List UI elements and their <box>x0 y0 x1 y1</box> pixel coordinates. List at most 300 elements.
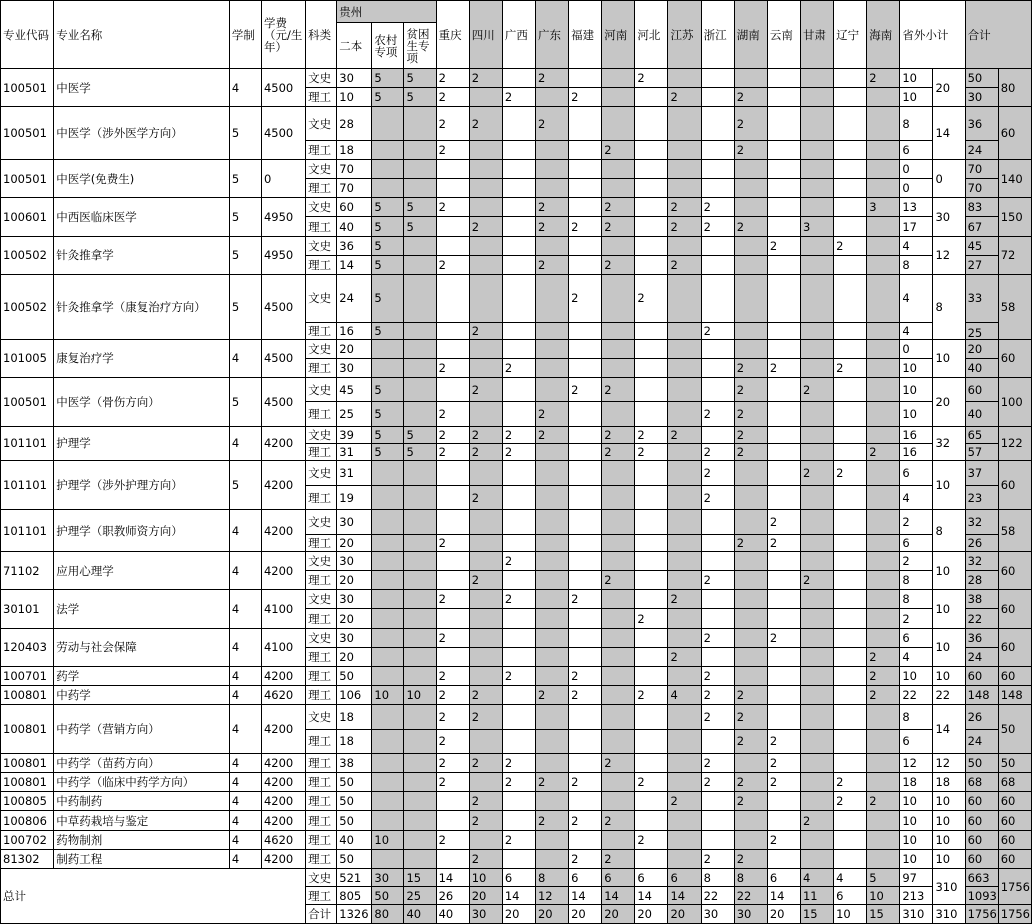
out-subtotal: 17 <box>900 217 933 236</box>
quota-cell <box>767 140 800 159</box>
quota-cell <box>834 830 867 849</box>
line-total: 50 <box>965 69 998 88</box>
quota-cell <box>535 179 568 198</box>
quota-cell <box>767 460 800 485</box>
quota-cell: 2 <box>701 443 734 460</box>
quota-cell <box>436 275 469 323</box>
quota-cell: 2 <box>668 198 701 217</box>
quota-cell <box>372 107 404 140</box>
quota-cell <box>767 486 800 510</box>
out-subtotal: 4 <box>900 236 933 255</box>
quota-cell: 5 <box>372 217 404 236</box>
study-years: 5 <box>229 378 261 427</box>
category: 理工 <box>306 140 337 159</box>
out-subtotal: 6 <box>900 628 933 647</box>
quota-cell: 2 <box>469 753 502 772</box>
quota-cell <box>867 811 900 830</box>
quota-cell <box>535 378 568 402</box>
major-code: 100801 <box>1 753 54 772</box>
quota-cell <box>767 849 800 868</box>
header-province: 海南 <box>867 1 900 69</box>
quota-cell <box>502 729 535 753</box>
quota-cell <box>701 830 734 849</box>
quota-cell: 2 <box>502 358 535 377</box>
category: 文史 <box>306 236 337 255</box>
tuition-fee: 4100 <box>261 628 305 666</box>
quota-cell <box>535 339 568 358</box>
quota-cell <box>469 666 502 685</box>
quota-cell: 40 <box>404 905 436 924</box>
quota-cell <box>834 339 867 358</box>
quota-cell <box>535 609 568 628</box>
quota-cell: 2 <box>436 729 469 753</box>
tuition-fee: 4620 <box>261 830 305 849</box>
quota-cell: 2 <box>834 792 867 811</box>
quota-cell <box>469 590 502 609</box>
study-years: 4 <box>229 705 261 754</box>
quota-cell <box>834 255 867 274</box>
quota-cell: 2 <box>436 402 469 426</box>
quota-cell <box>800 179 833 198</box>
out-subtotal: 213 <box>900 887 933 905</box>
major-code: 71102 <box>1 551 54 589</box>
quota-cell: 2 <box>734 358 767 377</box>
quota-cell <box>469 773 502 792</box>
quota-cell: 2 <box>469 426 502 443</box>
quota-cell <box>469 830 502 849</box>
major-code: 100501 <box>1 69 54 107</box>
header-province: 广东 <box>535 1 568 69</box>
quota-cell: 2 <box>701 217 734 236</box>
quota-cell: 2 <box>867 686 900 705</box>
quota-cell <box>867 179 900 198</box>
quota-cell: 2 <box>867 69 900 88</box>
quota-cell <box>800 443 833 460</box>
major-total: 58 <box>998 510 1031 551</box>
quota-cell <box>569 107 602 140</box>
quota-cell: 2 <box>436 686 469 705</box>
quota-cell <box>404 510 436 534</box>
quota-cell <box>404 534 436 551</box>
quota-cell <box>502 217 535 236</box>
line-total: 24 <box>965 140 998 159</box>
quota-cell <box>535 322 568 339</box>
study-years: 4 <box>229 339 261 377</box>
line-total: 60 <box>965 830 998 849</box>
major-code: 100801 <box>1 686 54 705</box>
category: 文史 <box>306 339 337 358</box>
quota-cell <box>834 140 867 159</box>
quota-cell: 2 <box>734 378 767 402</box>
quota-cell: 2 <box>469 849 502 868</box>
quota-cell: 2 <box>502 753 535 772</box>
quota-cell <box>701 140 734 159</box>
quota-cell <box>436 609 469 628</box>
quota-cell <box>535 460 568 485</box>
table-row <box>1 69 1032 88</box>
out-subtotal: 10 <box>900 830 933 849</box>
study-years: 4 <box>229 686 261 705</box>
quota-cell <box>668 571 701 590</box>
major-name: 中药学（营销方向） <box>54 705 230 754</box>
quota-cell: 5 <box>404 426 436 443</box>
category: 文史 <box>306 868 337 886</box>
quota-cell: 15 <box>404 868 436 886</box>
quota-cell <box>404 140 436 159</box>
out-subtotal-group: 10 <box>933 460 965 510</box>
quota-cell: 2 <box>469 571 502 590</box>
study-years: 5 <box>229 275 261 340</box>
out-subtotal-group: 20 <box>933 378 965 427</box>
quota-cell: 2 <box>734 534 767 551</box>
quota-cell <box>668 609 701 628</box>
quota-cell <box>800 88 833 107</box>
quota-cell <box>800 69 833 88</box>
study-years: 5 <box>229 236 261 274</box>
line-total: 663 <box>965 868 998 886</box>
quota-cell <box>668 666 701 685</box>
quota-cell <box>535 159 568 178</box>
quota-cell: 6 <box>668 868 701 886</box>
out-subtotal-group: 10 <box>933 666 965 685</box>
quota-cell: 2 <box>436 88 469 107</box>
quota-cell <box>635 159 668 178</box>
quota-cell <box>602 88 635 107</box>
quota-cell <box>834 590 867 609</box>
quota-cell <box>800 159 833 178</box>
quota-cell <box>535 443 568 460</box>
quota-cell <box>635 792 668 811</box>
quota-cell: 2 <box>701 849 734 868</box>
quota-cell <box>635 729 668 753</box>
category: 理工 <box>306 443 337 460</box>
category: 理工 <box>306 179 337 198</box>
quota-cell: 2 <box>635 69 668 88</box>
quota-cell: 10 <box>372 686 404 705</box>
quota-cell <box>502 179 535 198</box>
quota-cell <box>569 358 602 377</box>
grand-total: 1756 <box>998 868 1031 904</box>
quota-cell: 2 <box>701 773 734 792</box>
table-row <box>1 378 1032 402</box>
quota-cell <box>834 753 867 772</box>
quota-cell <box>800 534 833 551</box>
quota-cell <box>834 159 867 178</box>
header-poor: 贫困生专项 <box>404 23 436 69</box>
quota-cell <box>834 705 867 729</box>
tuition-fee: 4200 <box>261 510 305 551</box>
quota-cell <box>502 510 535 534</box>
quota-cell <box>372 140 404 159</box>
quota-cell <box>734 647 767 666</box>
out-subtotal: 97 <box>900 868 933 886</box>
tuition-fee: 4200 <box>261 753 305 772</box>
quota-cell <box>701 729 734 753</box>
quota-cell: 2 <box>436 107 469 140</box>
quota-cell: 14 <box>668 887 701 905</box>
quota-cell <box>800 275 833 323</box>
quota-cell: 25 <box>404 887 436 905</box>
quota-cell: 2 <box>668 217 701 236</box>
study-years: 4 <box>229 666 261 685</box>
quota-cell <box>635 107 668 140</box>
out-subtotal: 16 <box>900 443 933 460</box>
quota-cell <box>767 69 800 88</box>
quota-cell: 50 <box>337 811 372 830</box>
quota-cell <box>701 339 734 358</box>
quota-cell: 2 <box>734 773 767 792</box>
quota-cell <box>404 236 436 255</box>
quota-cell: 2 <box>635 609 668 628</box>
quota-cell: 4 <box>800 868 833 886</box>
category: 理工 <box>306 322 337 339</box>
quota-cell: 3 <box>867 198 900 217</box>
quota-cell: 521 <box>337 868 372 886</box>
quota-cell <box>767 590 800 609</box>
out-subtotal: 8 <box>900 705 933 729</box>
quota-cell: 28 <box>337 107 372 140</box>
quota-cell <box>734 628 767 647</box>
quota-cell: 20 <box>569 905 602 924</box>
out-subtotal: 10 <box>900 69 933 88</box>
out-subtotal-group: 10 <box>933 551 965 589</box>
quota-cell: 2 <box>734 426 767 443</box>
quota-cell: 14 <box>767 887 800 905</box>
quota-cell <box>800 486 833 510</box>
header-province: 重庆 <box>436 1 469 69</box>
category: 文史 <box>306 628 337 647</box>
quota-cell: 2 <box>436 358 469 377</box>
quota-cell: 2 <box>635 686 668 705</box>
quota-cell <box>469 255 502 274</box>
category: 文史 <box>306 69 337 88</box>
table-row <box>1 773 1032 792</box>
quota-cell <box>535 830 568 849</box>
quota-cell <box>469 609 502 628</box>
quota-cell <box>800 198 833 217</box>
line-total: 30 <box>965 88 998 107</box>
quota-cell <box>372 551 404 570</box>
quota-cell: 20 <box>668 905 701 924</box>
quota-cell: 15 <box>867 905 900 924</box>
quota-cell <box>436 460 469 485</box>
quota-cell <box>734 510 767 534</box>
category: 理工 <box>306 571 337 590</box>
out-subtotal-group: 10 <box>933 830 965 849</box>
quota-cell: 2 <box>436 426 469 443</box>
quota-cell <box>569 753 602 772</box>
quota-cell: 80 <box>372 905 404 924</box>
quota-cell <box>701 811 734 830</box>
study-years: 4 <box>229 811 261 830</box>
quota-cell <box>602 705 635 729</box>
quota-cell: 2 <box>535 217 568 236</box>
quota-cell <box>404 830 436 849</box>
major-total: 100 <box>998 378 1031 427</box>
quota-cell <box>767 571 800 590</box>
category: 理工 <box>306 255 337 274</box>
quota-cell: 2 <box>800 460 833 485</box>
quota-cell <box>502 198 535 217</box>
quota-cell <box>569 571 602 590</box>
quota-cell <box>635 322 668 339</box>
quota-cell <box>372 460 404 485</box>
table-row <box>1 811 1032 830</box>
quota-cell <box>800 590 833 609</box>
quota-cell <box>834 179 867 198</box>
quota-cell: 20 <box>602 905 635 924</box>
out-subtotal: 18 <box>900 773 933 792</box>
quota-cell: 2 <box>602 753 635 772</box>
category: 文史 <box>306 378 337 402</box>
quota-cell <box>372 753 404 772</box>
category: 理工 <box>306 666 337 685</box>
quota-cell <box>635 666 668 685</box>
quota-cell <box>668 69 701 88</box>
quota-cell <box>404 647 436 666</box>
out-subtotal: 310 <box>900 905 933 924</box>
quota-cell <box>834 729 867 753</box>
quota-cell <box>800 830 833 849</box>
category: 理工 <box>306 753 337 772</box>
line-total: 1756 <box>965 905 998 924</box>
category: 理工 <box>306 486 337 510</box>
tuition-fee: 4200 <box>261 426 305 460</box>
quota-cell <box>535 753 568 772</box>
quota-cell <box>767 402 800 426</box>
category: 理工 <box>306 647 337 666</box>
quota-cell <box>635 628 668 647</box>
quota-cell <box>469 510 502 534</box>
out-subtotal-group: 14 <box>933 107 965 160</box>
quota-cell <box>668 510 701 534</box>
out-subtotal-group: 0 <box>933 159 965 197</box>
quota-cell <box>734 666 767 685</box>
quota-cell <box>867 571 900 590</box>
tuition-fee: 4950 <box>261 236 305 274</box>
quota-cell <box>800 849 833 868</box>
quota-cell <box>867 705 900 729</box>
quota-cell <box>635 88 668 107</box>
quota-cell <box>372 849 404 868</box>
quota-cell <box>569 830 602 849</box>
quota-cell <box>404 275 436 323</box>
category: 理工 <box>306 830 337 849</box>
quota-cell: 2 <box>635 426 668 443</box>
major-total: 150 <box>998 198 1031 236</box>
quota-cell: 14 <box>602 887 635 905</box>
quota-cell: 2 <box>569 217 602 236</box>
major-total: 58 <box>998 275 1031 340</box>
major-total: 148 <box>998 686 1031 705</box>
quota-cell <box>469 88 502 107</box>
quota-cell <box>436 217 469 236</box>
quota-cell: 14 <box>502 887 535 905</box>
out-subtotal: 12 <box>900 753 933 772</box>
quota-cell <box>834 849 867 868</box>
quota-cell <box>372 811 404 830</box>
quota-cell <box>502 609 535 628</box>
major-total: 60 <box>998 811 1031 830</box>
major-total: 60 <box>998 849 1031 868</box>
quota-cell: 2 <box>734 792 767 811</box>
quota-cell: 20 <box>767 905 800 924</box>
quota-cell <box>834 486 867 510</box>
quota-cell: 5 <box>372 69 404 88</box>
quota-cell <box>668 534 701 551</box>
quota-cell: 2 <box>602 198 635 217</box>
category: 文史 <box>306 426 337 443</box>
header-province: 云南 <box>767 1 800 69</box>
category: 文史 <box>306 198 337 217</box>
quota-cell <box>701 236 734 255</box>
quota-cell <box>867 729 900 753</box>
major-code: 101101 <box>1 426 54 460</box>
quota-cell <box>635 179 668 198</box>
quota-cell <box>404 666 436 685</box>
quota-cell: 2 <box>701 322 734 339</box>
quota-cell: 2 <box>701 486 734 510</box>
quota-cell <box>569 628 602 647</box>
quota-cell: 24 <box>337 275 372 323</box>
quota-cell: 40 <box>337 217 372 236</box>
quota-cell: 10 <box>372 830 404 849</box>
line-total: 32 <box>965 510 998 534</box>
quota-cell <box>867 236 900 255</box>
study-years: 4 <box>229 510 261 551</box>
quota-cell <box>436 849 469 868</box>
header-code: 专业代码 <box>1 1 54 69</box>
quota-cell: 2 <box>469 217 502 236</box>
out-subtotal: 6 <box>900 729 933 753</box>
quota-cell <box>834 609 867 628</box>
quota-cell: 20 <box>337 647 372 666</box>
quota-cell: 2 <box>701 628 734 647</box>
out-subtotal-group: 10 <box>933 792 965 811</box>
quota-cell <box>668 628 701 647</box>
quota-cell <box>469 339 502 358</box>
quota-cell: 2 <box>569 590 602 609</box>
quota-cell <box>502 69 535 88</box>
quota-cell <box>569 705 602 729</box>
quota-cell <box>767 255 800 274</box>
tuition-fee: 4200 <box>261 773 305 792</box>
quota-cell <box>436 179 469 198</box>
tuition-fee: 4950 <box>261 198 305 236</box>
quota-cell: 2 <box>602 811 635 830</box>
out-subtotal: 0 <box>900 339 933 358</box>
table-row <box>1 198 1032 217</box>
out-subtotal: 10 <box>900 811 933 830</box>
line-total: 65 <box>965 426 998 443</box>
quota-cell <box>767 647 800 666</box>
quota-cell: 30 <box>337 628 372 647</box>
quota-cell: 30 <box>337 551 372 570</box>
totals-label: 总计 <box>1 868 306 923</box>
quota-cell: 2 <box>668 88 701 107</box>
quota-cell: 2 <box>635 443 668 460</box>
quota-cell <box>635 140 668 159</box>
quota-cell <box>668 729 701 753</box>
quota-cell <box>734 571 767 590</box>
quota-cell <box>372 179 404 198</box>
quota-cell: 2 <box>734 729 767 753</box>
quota-cell <box>535 628 568 647</box>
quota-cell <box>701 107 734 140</box>
table-row <box>1 849 1032 868</box>
quota-cell: 31 <box>337 460 372 485</box>
quota-cell <box>602 486 635 510</box>
